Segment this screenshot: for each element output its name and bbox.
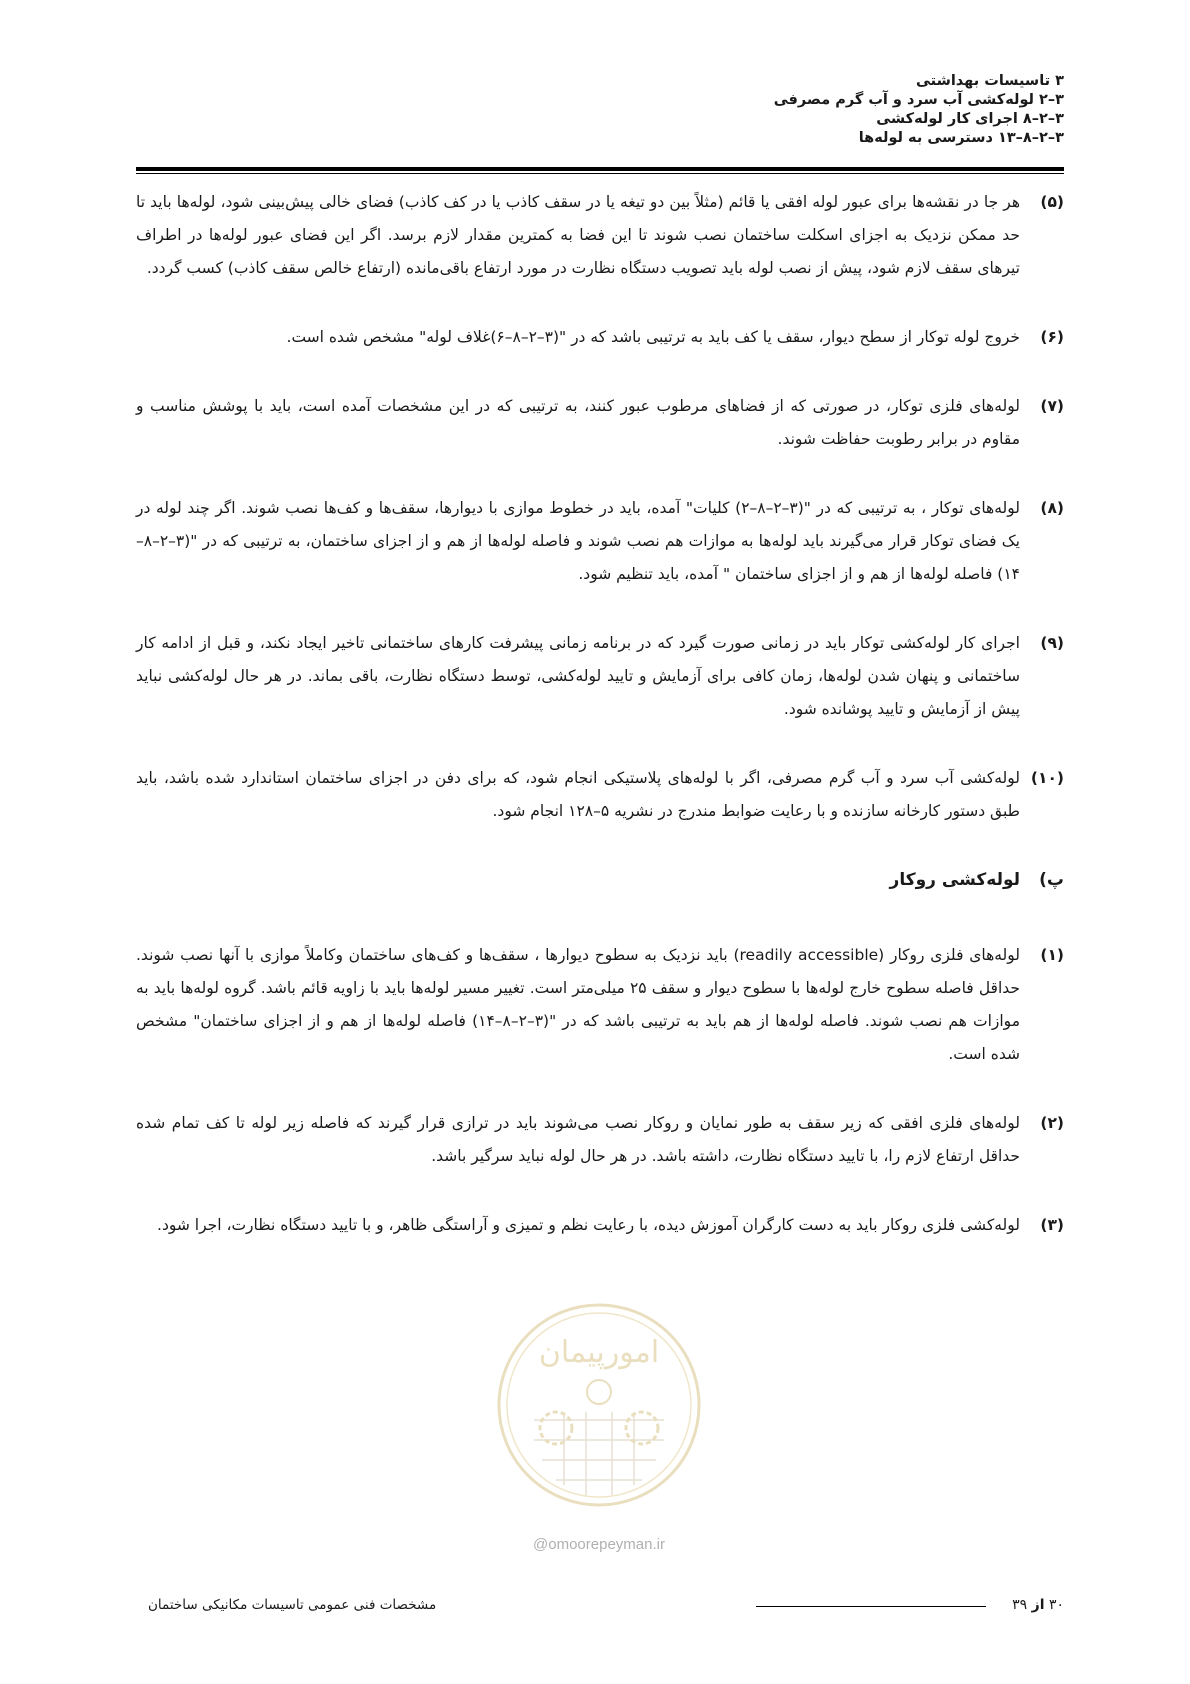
paragraph-b1 xyxy=(136,939,1064,1071)
section-title: لوله‌کشی روکار xyxy=(889,870,1020,890)
page-footer xyxy=(136,1594,1064,1618)
paragraph-b2 xyxy=(136,1107,1064,1173)
paragraph-text: لوله‌های فلزی افقی که زیر سقف به طور نمایان و روکار نصب می‌شوند باید در ترازی قرار گیرند که فاصله زیر لوله تا کف تمام شده حداقل ارتفاع لازم را، با تایید دستگاه نظارت، داشته باشد. در هر حال لوله نباید سرگیر باشد. xyxy=(136,1114,1020,1165)
paragraph-text: لوله‌کشی فلزی روکار باید به دست کارگران آموزش دیده، با رعایت نظم و تمیزی و آراستگی ظاهر، و با تایید دستگاه نظارت، اجرا شود. xyxy=(157,1216,1020,1234)
paragraph-9 xyxy=(136,627,1064,726)
page-of: از xyxy=(1031,1597,1045,1613)
paragraph-text: لوله‌های فلزی توکار، در صورتی که از فضاهای مرطوب عبور کنند، به ترتیبی که در این مشخصات آمده است، باید با پوشش مناسب و مقاوم در برابر رطوبت حفاظت شوند. xyxy=(136,397,1020,448)
paragraph-number: (۷) xyxy=(1040,397,1064,415)
page-number xyxy=(1012,1594,1064,1616)
paragraph-number: (۳) xyxy=(1040,1216,1064,1234)
paragraph-text: هر جا در نقشه‌ها برای عبور لوله افقی یا قائم (مثلاً بین دو تیغه یا در سقف کاذب یا در کف کاذب) فضای خالی پیش‌بینی شود، لوله‌ها باید تا حد ممکن نزدیک به اجزای اسکلت ساختمان نصب شوند تا این فضا به کمترین مقدار لازم برسد. اگر این فضای عبور لوله‌ها در اطراف تیرهای سقف لازم شود، پیش از نصب لوله باید تصویب دستگاه نظارت در مورد ارتفاع باقی‌مانده (ارتفاع خالص سقف کاذب) کسب گردد. xyxy=(136,193,1020,277)
paragraph-b3 xyxy=(136,1209,1064,1242)
paragraph-7 xyxy=(136,390,1064,456)
page-body xyxy=(136,186,1064,1242)
watermark-url: @omoorepeyman.ir xyxy=(533,1536,665,1553)
paragraph-text: لوله‌های فلزی روکار (readily accessible) باید نزدیک به سطوح دیوارها ، سقف‌ها و کف‌های ساختمان وکاملاً موازی با آنها نصب شوند. حداقل فاصله سطوح خارج لوله‌ها با سطوح دیوار و سقف ۲۵ میلی‌متر است. تغییر مسیر لوله‌ها باید با زاویه قائم باشد. گروه لوله‌ها باید به موازات هم نصب شوند. فاصله لوله‌ها از هم باید به ترتیبی باشد که در "(۳–۲–۸–۱۴) فاصله لوله‌ها از هم و از اجزای ساختمان" مشخص شده است. xyxy=(136,946,1021,1063)
paragraph-number: (۱۰) xyxy=(1030,769,1064,787)
page-header xyxy=(464,72,1064,148)
paragraph-number: (۶) xyxy=(1040,328,1064,346)
header-rule-thick xyxy=(136,167,1064,171)
paragraph-6 xyxy=(136,321,1064,354)
paragraph-text: لوله‌های توکار ، به ترتیبی که در "(۳–۲–۸–۲) کلیات" آمده، باید در خطوط موازی با دیوارها، سقف‌ها و کف‌ها نصب شوند. اگر چند لوله در یک فضای توکار قرار می‌گیرند باید لوله‌ها به موازات هم نصب شوند و فاصله لوله‌ها از هم و از اجزای ساختمان، به ترتیبی که در "(۳–۲–۸–۱۴) فاصله لوله‌ها از هم و از اجزای ساختمان " آمده، باید تنظیم شود. xyxy=(136,499,1020,583)
paragraph-text: خروج لوله توکار از سطح دیوار، سقف یا کف باید به ترتیبی باشد که در "(۳–۲–۸–۶)غلاف لوله" مشخص شده است. xyxy=(286,328,1020,346)
section-letter: پ) xyxy=(1039,870,1064,890)
page-total: ۳۹ xyxy=(1012,1597,1028,1613)
paragraph-5 xyxy=(136,186,1064,285)
paragraph-number: (۲) xyxy=(1040,1114,1064,1132)
footer-doc-title: مشخصات فنی عمومی تاسیسات مکانیکی ساختمان xyxy=(148,1597,437,1613)
watermark-logo xyxy=(494,1300,704,1510)
header-chapter: ۳ تاسیسات بهداشتی xyxy=(915,73,1064,89)
paragraph-number: (۹) xyxy=(1040,634,1064,652)
section-heading xyxy=(136,864,1064,897)
header-rule-thin xyxy=(136,173,1064,174)
paragraph-8 xyxy=(136,492,1064,591)
paragraph-number: (۵) xyxy=(1040,193,1064,211)
paragraph-number: (۱) xyxy=(1040,946,1064,964)
header-topic: ۳–۲–۸–۱۳ دسترسی به لوله‌ها xyxy=(858,130,1064,146)
header-subsection: ۳–۲–۸ اجرای کار لوله‌کشی xyxy=(876,111,1064,127)
footer-rule xyxy=(756,1606,986,1607)
paragraph-text: لوله‌کشی آب سرد و آب گرم مصرفی، اگر با لوله‌های پلاستیکی انجام شود، که برای دفن در اجزای ساختمان استاندارد شده باشد، باید طبق دستور کارخانه سازنده و با رعایت ضوابط مندرج در نشریه ۵–۱۲۸ انجام شود. xyxy=(136,769,1020,820)
paragraph-text: اجرای کار لوله‌کشی توکار باید در زمانی صورت گیرد که در برنامه زمانی پیشرفت کارهای ساختمانی تاخیر ایجاد نکند، و قبل از ادامه کار ساختمانی و پنهان شدن لوله‌ها، زمان کافی برای آزمایش و تایید لوله‌کشی، توسط دستگاه نظارت، باقی بماند. در هر حال لوله‌کشی نباید پیش از آزمایش و تایید پوشانده شود. xyxy=(136,634,1020,718)
paragraph-number: (۸) xyxy=(1040,499,1064,517)
header-section: ۳–۲ لوله‌کشی آب سرد و آب گرم مصرفی xyxy=(773,92,1064,108)
page-current: ۳۰ xyxy=(1048,1597,1064,1613)
paragraph-10 xyxy=(136,762,1064,828)
watermark-logo-text: امورپیمان xyxy=(538,1335,660,1370)
